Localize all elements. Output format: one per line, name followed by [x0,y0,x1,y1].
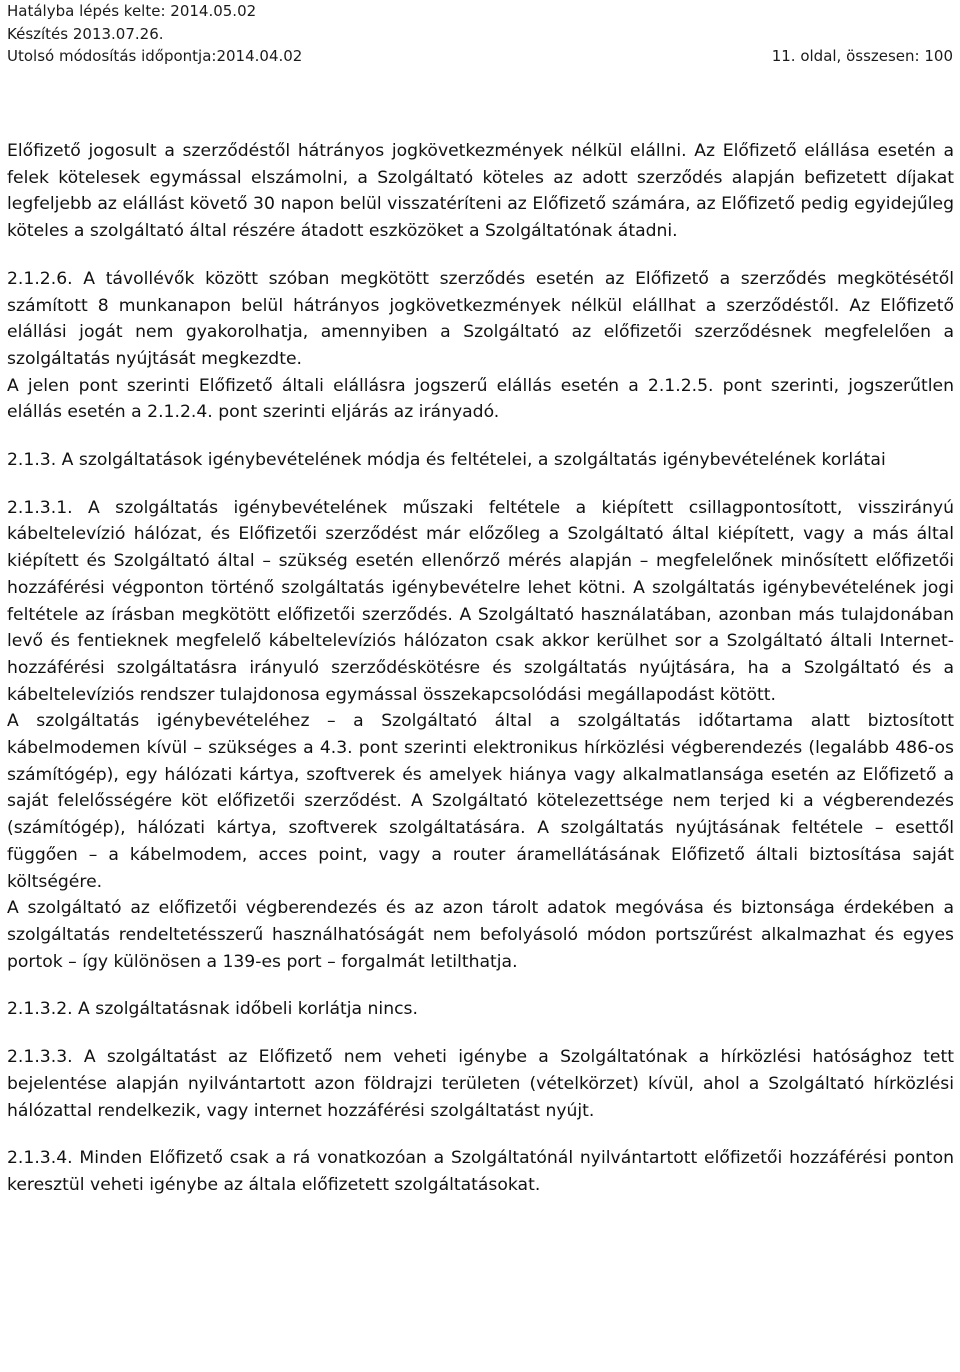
document-body [7,138,954,1199]
paragraph-2-1-3-3: 2.1.3.3. A szolgáltatást az Előfizető nem veheti igénybe a Szolgáltatónak a hírközlési hatósághoz tett bejelentése alapján nyilvántartott azon földrajzi területen (vételkörzet) kívül, ahol a Szolgáltató hírközlési hálózattal rendelkezik, vagy internet hozzáférési szolgáltatást nyújt. [7,1047,954,1121]
page-info-text: 11. oldal, összesen: 100 [771,47,953,65]
header-row-modified [7,45,953,68]
paragraph-withdrawal-procedure: A jelen pont szerinti Előfizető általi elállásra jogszerű elállás esetén a 2.1.2.5. pont szerinti, jogszerűtlen elállás esetén a 2.1.2.4. pont szerinti eljárás az irányadó. [7,375,954,423]
paragraph-withdrawal: Előfizető jogosult a szerződéstől hátrányos jogkövetkezmények nélkül elállni. Az Előfizető elállása esetén a felek kötelesek egymással elszámolni, a Szolgáltató köteles az adott szerződés alapján befizetett díjakat legfeljebb az elállást követő 30 napon belül visszatéríteni az Előfizető számára, az Előfizető pedig egyidejűleg köteles a szolgáltató által részére átadott eszközöket a Szolgáltatónak átadni. [7,141,954,242]
paragraph-equipment-requirements: A szolgáltatás igénybevételéhez – a Szolgáltató által a szolgáltatás időtartama alatt biztosított kábelmodemen kívül – szükséges a 4.3. pont szerinti elektronikus hírközlési végberendezés (legalább 486-os számítógép), egy hálózati kártya, szoftverek és amelyek hiánya vagy alkalmatlansága esetén az Előfizető a saját felelősségére köt előfizetői szerződést. A Szolgáltató kötelezettsége nem terjed ki a végberendezés (számítógép), hálózati kártya, szoftverek szolgáltatására. A szolgáltatás nyújtásának feltétele – esettől függően – a kábelmodem, acces point, vagy a router áramellátásának Előfizető általi biztosítása saját költségére. [7,711,954,892]
header-row-created [7,23,953,46]
paragraph-2-1-2-6: 2.1.2.6. A távollévők között szóban megkötött szerződés esetén az Előfizető a szerződés megkötésétől számított 8 munkanapon belül hátrányos jogkövetkezmények nélkül elállhat a szerződéstől. Az Előfizető elállási jogát nem gyakorolhatja, amennyiben a Szolgáltató az előfizetői szerződésnek megfelelően a szolgáltatás nyújtását megkezdte. [7,268,954,369]
created-date-text: Készítés 2013.07.26. [7,24,164,43]
effective-date-text: Hatályba lépés kelte: 2014.05.02 [7,2,257,20]
page-header [7,0,953,68]
header-row-effective-date [7,0,953,23]
section-heading-2-1-3: 2.1.3. A szolgáltatások igénybevételének módja és feltételei, a szolgáltatás igénybevételének korlátai [7,450,886,471]
modified-date-text: Utolsó módosítás időpontja:2014.04.02 [7,47,303,65]
paragraph-2-1-3-4: 2.1.3.4. Minden Előfizető csak a rá vonatkozóan a Szolgáltatónál nyilvántartott előfizetői hozzáférési ponton keresztül veheti igénybe az általa előfizetett szolgáltatásokat. [7,1148,954,1195]
paragraph-2-1-3-1: 2.1.3.1. A szolgáltatás igénybevételének műszaki feltétele a kiépített csillagpontosított, visszirányú kábeltelevízió hálózat, és Előfizetői szerződést már előzőleg a Szolgáltató által kiépített, vagy a más által kiépített és Szolgáltató által – szükség esetén ellenőrző mérés alapján – megfelelőnek minősített előfizetői hozzáférési végponton történő szolgáltatás igénybevételre lehet kötni. A szolgáltatás igénybevételének jogi feltétele az írásban megkötött előfizetői szerződés. A Szolgáltató használatában, azonban más tulajdonában levő és fentieknek megfelelő kábeltelevíziós hálózaton csak akkor kerülhet sor a Szolgáltató általi Internet-hozzáférési szolgáltatásra irányuló szerződéskötésre és szolgáltatás nyújtására, ha a Szolgáltató és a kábeltelevíziós rendszer tulajdonosa egymással összekapcsolódási megállapodást kötött. [7,497,954,705]
paragraph-port-filtering: A szolgáltató az előfizetői végberendezés és az azon tárolt adatok megóvása és biztonsága érdekében a szolgáltatás rendeltetésszerű használhatóságát nem befolyásoló módon portszűrést alkalmazhat és egyes portok – így különösen a 139-es port – forgalmát letilthatja. [7,898,954,972]
paragraph-2-1-3-2: 2.1.3.2. A szolgáltatásnak időbeli korlátja nincs. [7,999,418,1020]
